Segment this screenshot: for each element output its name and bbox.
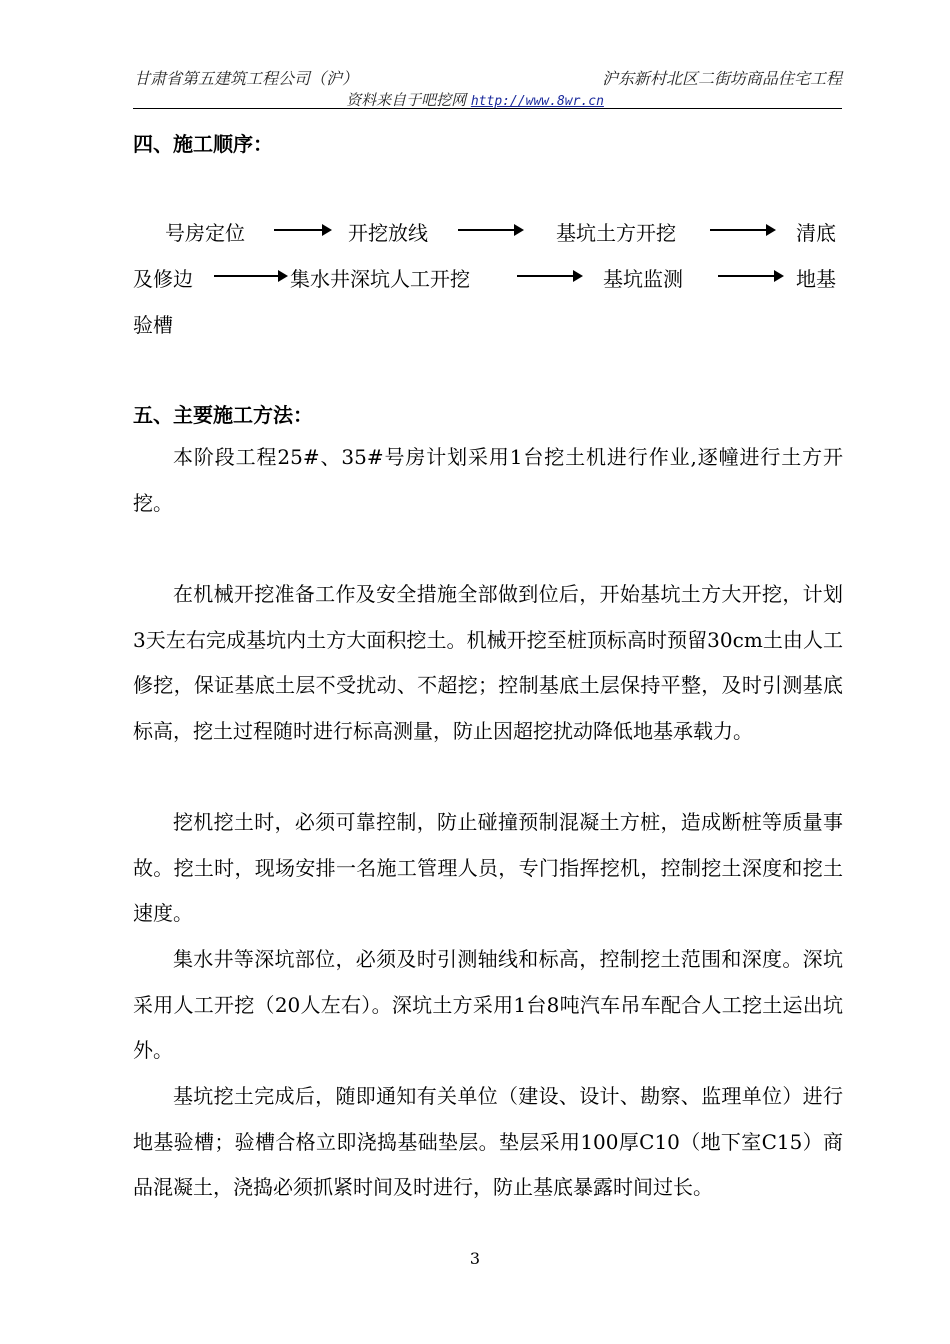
flow-arrow-icon (710, 229, 774, 231)
header-project: 沪东新村北区二街坊商品住宅工程 (601, 69, 842, 88)
flow-step: 基坑土方开挖 (556, 221, 676, 245)
header-source-text: 资料来自于吧挖网 (346, 91, 467, 109)
body-paragraph: 基坑挖土完成后，随即通知有关单位（建设、设计、勘察、监理单位）进行地基验槽；验槽合格立即浇捣基础垫层。垫层采用100厚C10（地下室C15）商品混凝土，浇捣必须抓紧时间及时进行，防止基底暴露时间过长。 (133, 1084, 843, 1199)
flow-step: 地基 (796, 267, 836, 291)
flow-step: 及修边 (133, 267, 193, 291)
header-company: 甘肃省第五建筑工程公司（沪） (134, 69, 359, 88)
section-4-heading: 四、施工顺序： (133, 132, 273, 156)
body-paragraph: 在机械开挖准备工作及安全措施全部做到位后，开始基坑土方大开挖，计划3天左右完成基坑内土方大面积挖土。机械开挖至桩顶标高时预留30cm土由人工修挖，保证基底土层不受扰动、不超挖；控制基底土层保持平整，及时引测基底标高，挖土过程随时进行标高测量，防止因超挖扰动降低地基承载力。 (133, 582, 843, 743)
flow-step: 基坑监测 (603, 267, 683, 291)
header-source (0, 89, 950, 110)
header-divider (133, 108, 842, 109)
page-number: 3 (469, 1249, 481, 1268)
flow-arrow-icon (214, 275, 286, 277)
body-paragraph: 集水井等深坑部位，必须及时引测轴线和标高，控制挖土范围和深度。深坑采用人工开挖（20人左右）。深坑土方采用1台8吨汽车吊车配合人工挖土运出坑外。 (133, 947, 843, 1062)
flow-step: 集水井深坑人工开挖 (290, 267, 470, 291)
flow-arrow-icon (274, 229, 330, 231)
flow-arrow-icon (517, 275, 581, 277)
flow-arrow-icon (718, 275, 782, 277)
flow-arrow-icon (458, 229, 522, 231)
section-5-heading: 五、主要施工方法： (133, 403, 313, 427)
body-paragraph: 本阶段工程25#、35#号房计划采用1台挖土机进行作业,逐幢进行土方开挖。 (133, 445, 843, 515)
flow-step: 验槽 (133, 313, 173, 337)
header-source-link[interactable]: http://www.8wr.cn (470, 94, 604, 109)
flow-step: 开挖放线 (348, 221, 428, 245)
body-paragraph: 挖机挖土时，必须可靠控制，防止碰撞预制混凝土方桩，造成断桩等质量事故。挖土时，现场安排一名施工管理人员，专门指挥挖机，控制挖土深度和挖土速度。 (133, 810, 843, 925)
flow-step: 清底 (796, 221, 836, 245)
flow-step: 号房定位 (165, 221, 245, 245)
